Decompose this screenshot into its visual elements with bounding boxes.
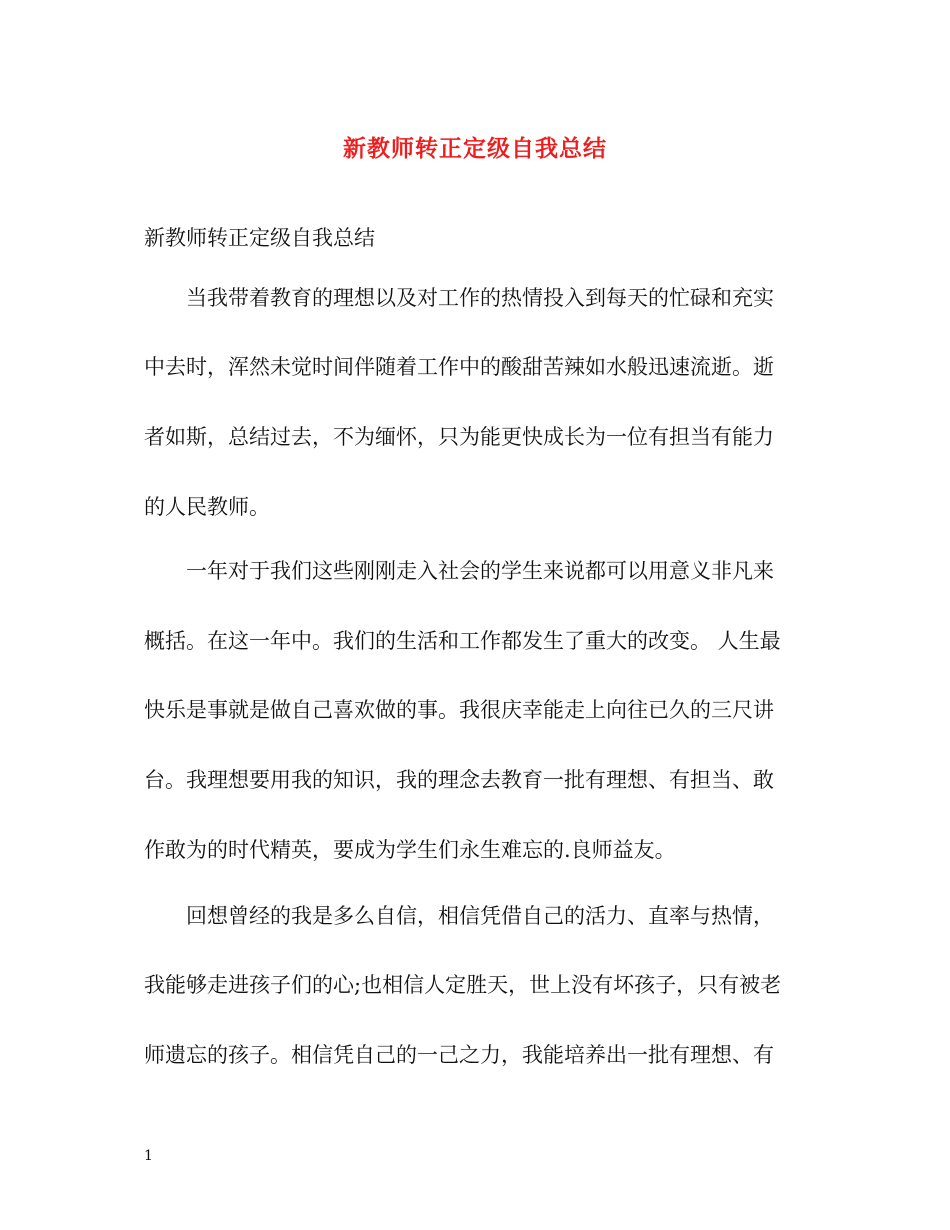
document-subtitle: 新教师转正定级自我总结 xyxy=(144,226,375,250)
paragraph-line: 当我带着教育的理想以及对工作的热情投入到每天的忙碌和充实 xyxy=(186,286,774,310)
paragraph-line: 快乐是事就是做自己喜欢做的事。我很庆幸能走上向往已久的三尺讲 xyxy=(144,698,774,722)
paragraph-line: 台。我理想要用我的知识，我的理念去教育一批有理想、有担当、敢 xyxy=(144,768,774,792)
paragraph-line: 者如斯，总结过去，不为缅怀，只为能更快成长为一位有担当有能力 xyxy=(144,425,774,449)
paragraph-line: 中去时，浑然未觉时间伴随着工作中的酸甜苦辣如水般迅速流逝。逝 xyxy=(144,355,774,379)
paragraph-line: 作敢为的时代精英，要成为学生们永生难忘的.良师益友。 xyxy=(144,838,676,862)
document-title: 新教师转正定级自我总结 xyxy=(343,135,607,162)
paragraph-line: 我能够走进孩子们的心;也相信人定胜天，世上没有坏孩子，只有被老 xyxy=(144,973,782,997)
paragraph-line: 概括。在这一年中。我们的生活和工作都发生了重大的改变。 人生最 xyxy=(144,629,781,653)
page-number: 1 xyxy=(144,1148,153,1164)
paragraph-line: 师遗忘的孩子。相信凭自己的一己之力，我能培养出一批有理想、有 xyxy=(144,1043,774,1067)
paragraph-line: 回想曾经的我是多么自信，相信凭借自己的活力、直率与热情， xyxy=(186,904,774,928)
paragraph-line: 一年对于我们这些刚刚走入社会的学生来说都可以用意义非凡来 xyxy=(186,559,774,583)
paragraph-line: 的人民教师。 xyxy=(144,495,270,519)
